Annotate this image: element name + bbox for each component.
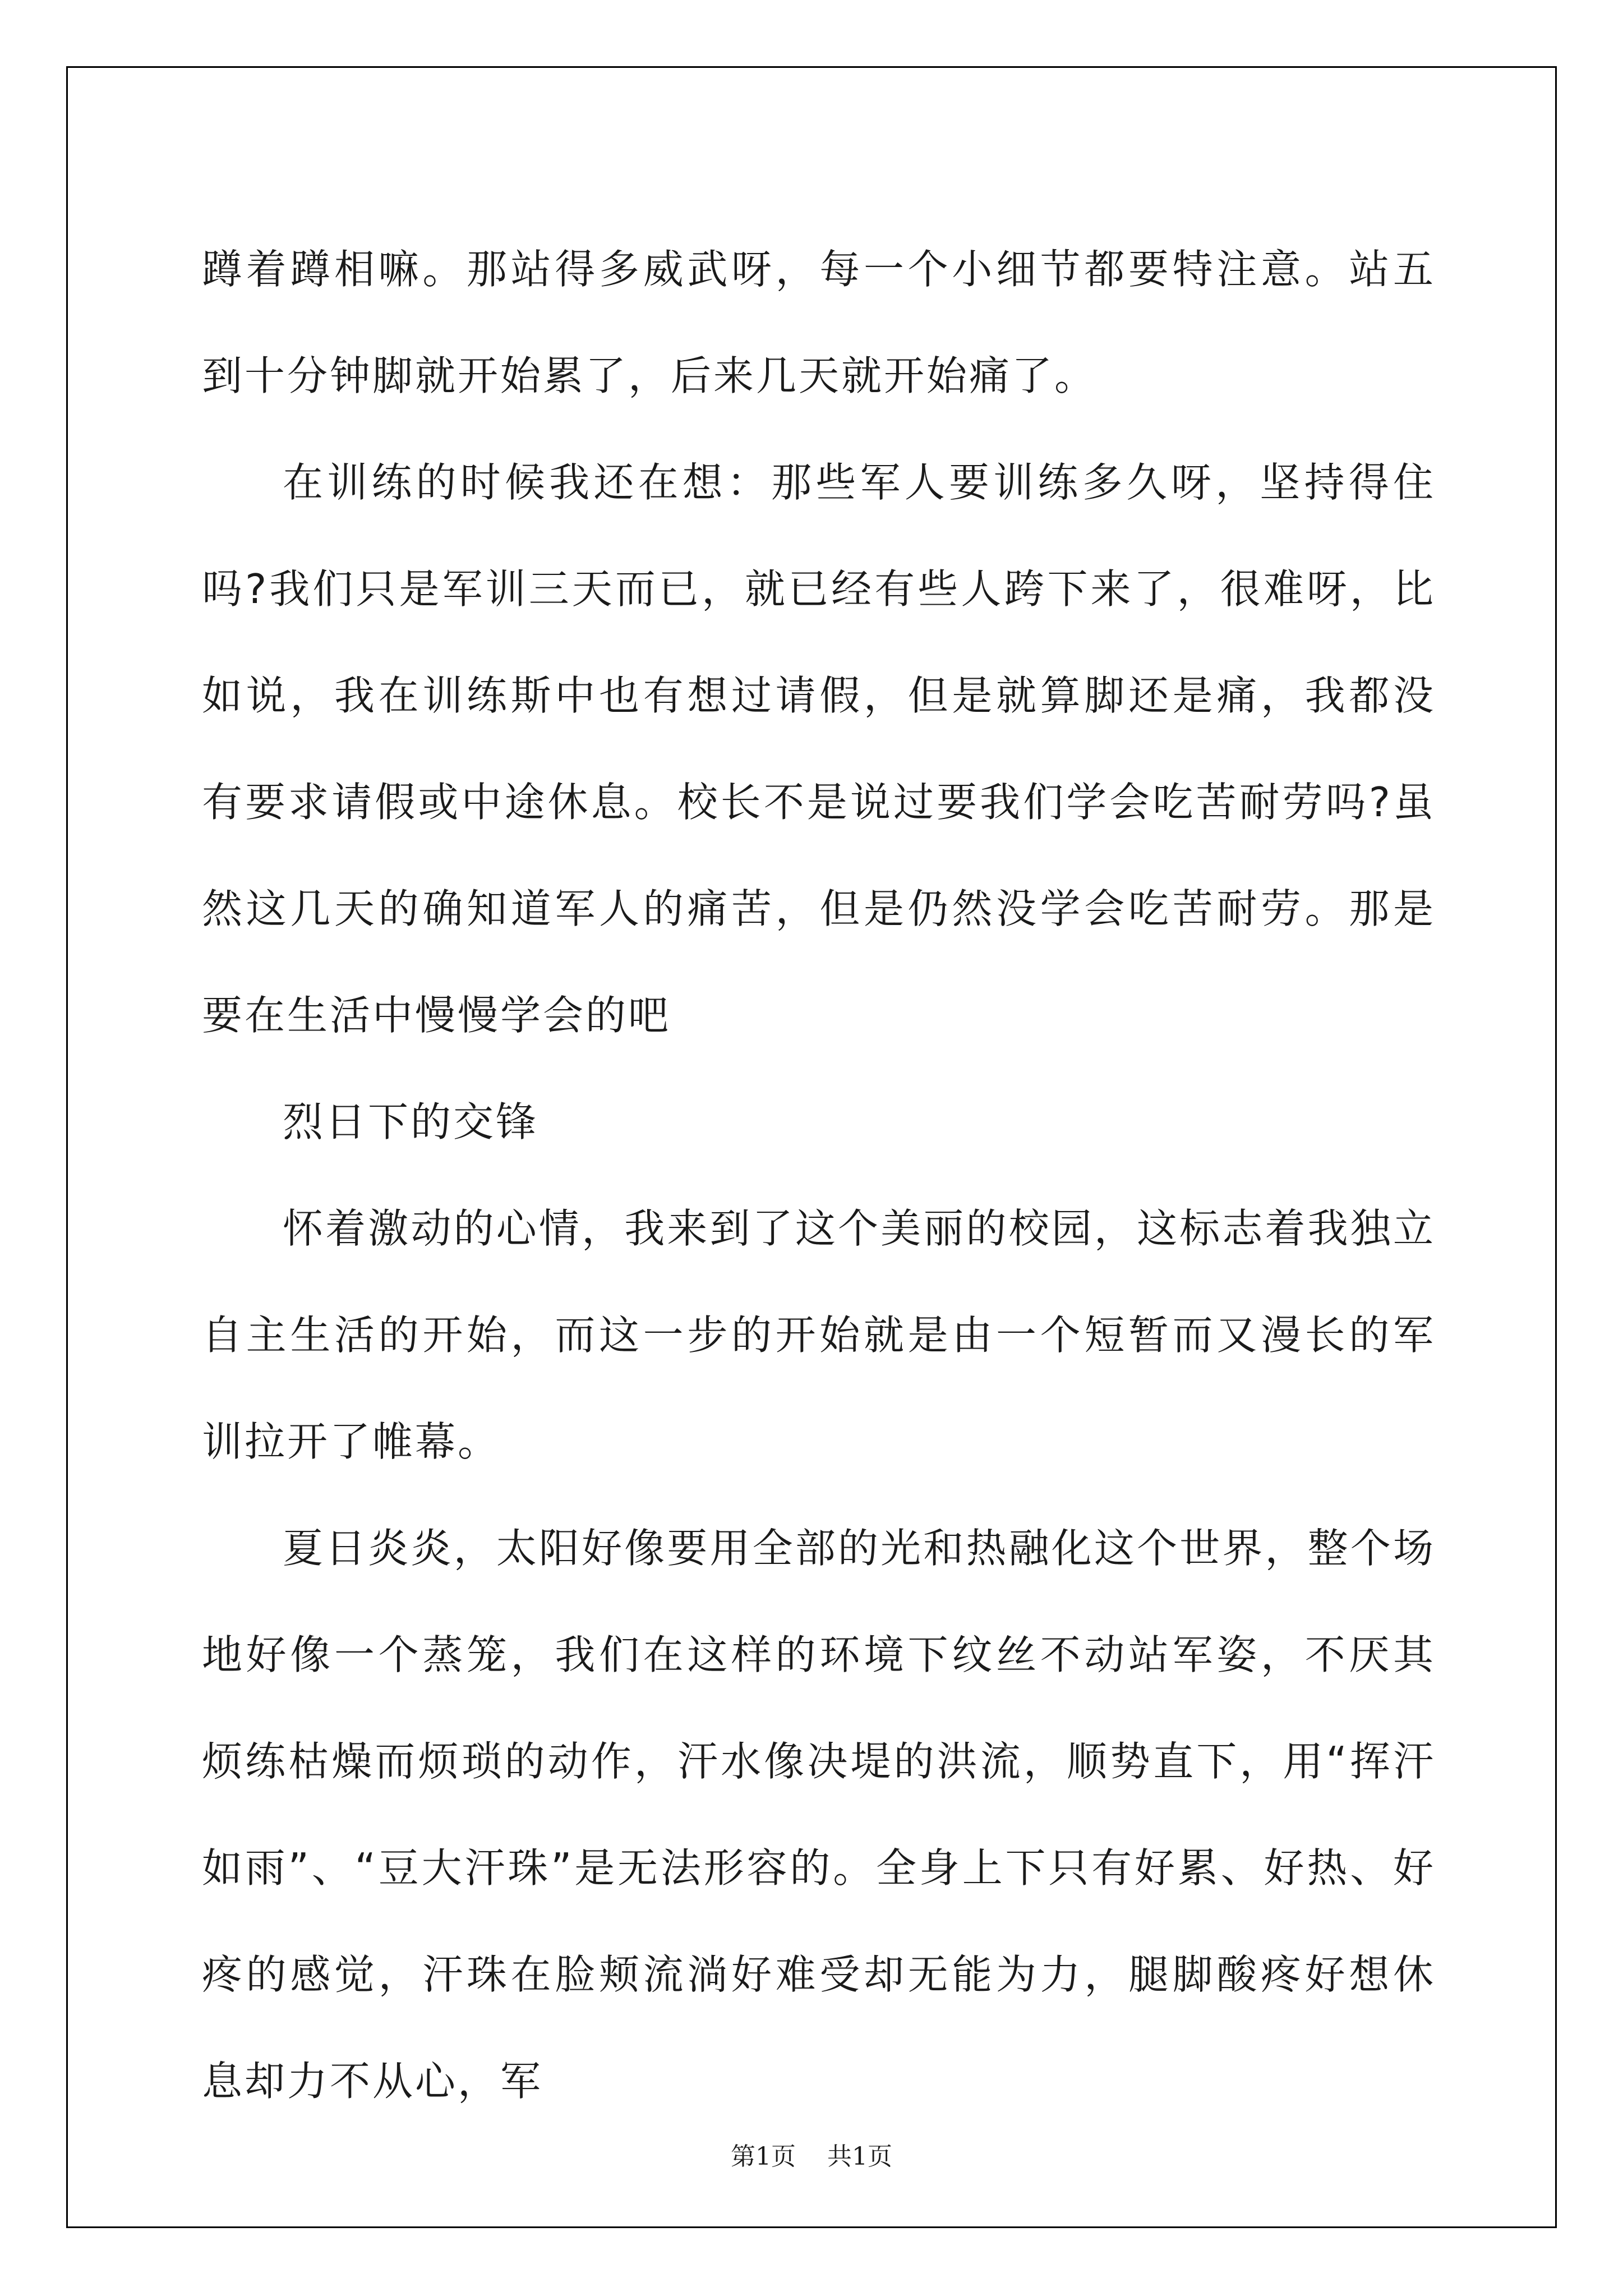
document-body — [202, 216, 1436, 2134]
page-total: 共1页 — [827, 2142, 892, 2171]
page-footer — [0, 2136, 1623, 2172]
paragraph: 在训练的时候我还在想：那些军人要训练多久呀，坚持得住吗?我们只是军训三天而已，就已经有些人跨下来了，很难呀，比如说，我在训练斯中也有想过请假，但是就算脚还是痛，我都没有要求请假或中途休息。校长不是说过要我们学会吃苦耐劳吗?虽然这几天的确知道军人的痛苦，但是仍然没学会吃苦耐劳。那是要在生活中慢慢学会的吧 — [202, 459, 1436, 1039]
page-number: 第1页 — [731, 2142, 796, 2171]
paragraph: 怀着激动的心情，我来到了这个美丽的校园，这标志着我独立自主生活的开始，而这一步的开始就是由一个短暂而又漫长的军训拉开了帷幕。 — [202, 1205, 1436, 1465]
section-heading: 烈日下的交锋 — [283, 1098, 539, 1145]
paragraph: 蹲着蹲相嘛。那站得多威武呀，每一个小细节都要特注意。站五到十分钟脚就开始累了，后来几天就开始痛了。 — [202, 246, 1436, 399]
paragraph: 夏日炎炎，太阳好像要用全部的光和热融化这个世界，整个场地好像一个蒸笼，我们在这样的环境下纹丝不动站军姿，不厌其烦练枯燥而烦琐的动作，汗水像决堤的洪流，顺势直下，用“挥汗如雨”、“豆大汗珠”是无法形容的。全身上下只有好累、好热、好疼的感觉，汗珠在脸颊流淌好难受却无能为力，腿脚酸疼好想休息却力不从心，军 — [202, 1525, 1436, 2105]
